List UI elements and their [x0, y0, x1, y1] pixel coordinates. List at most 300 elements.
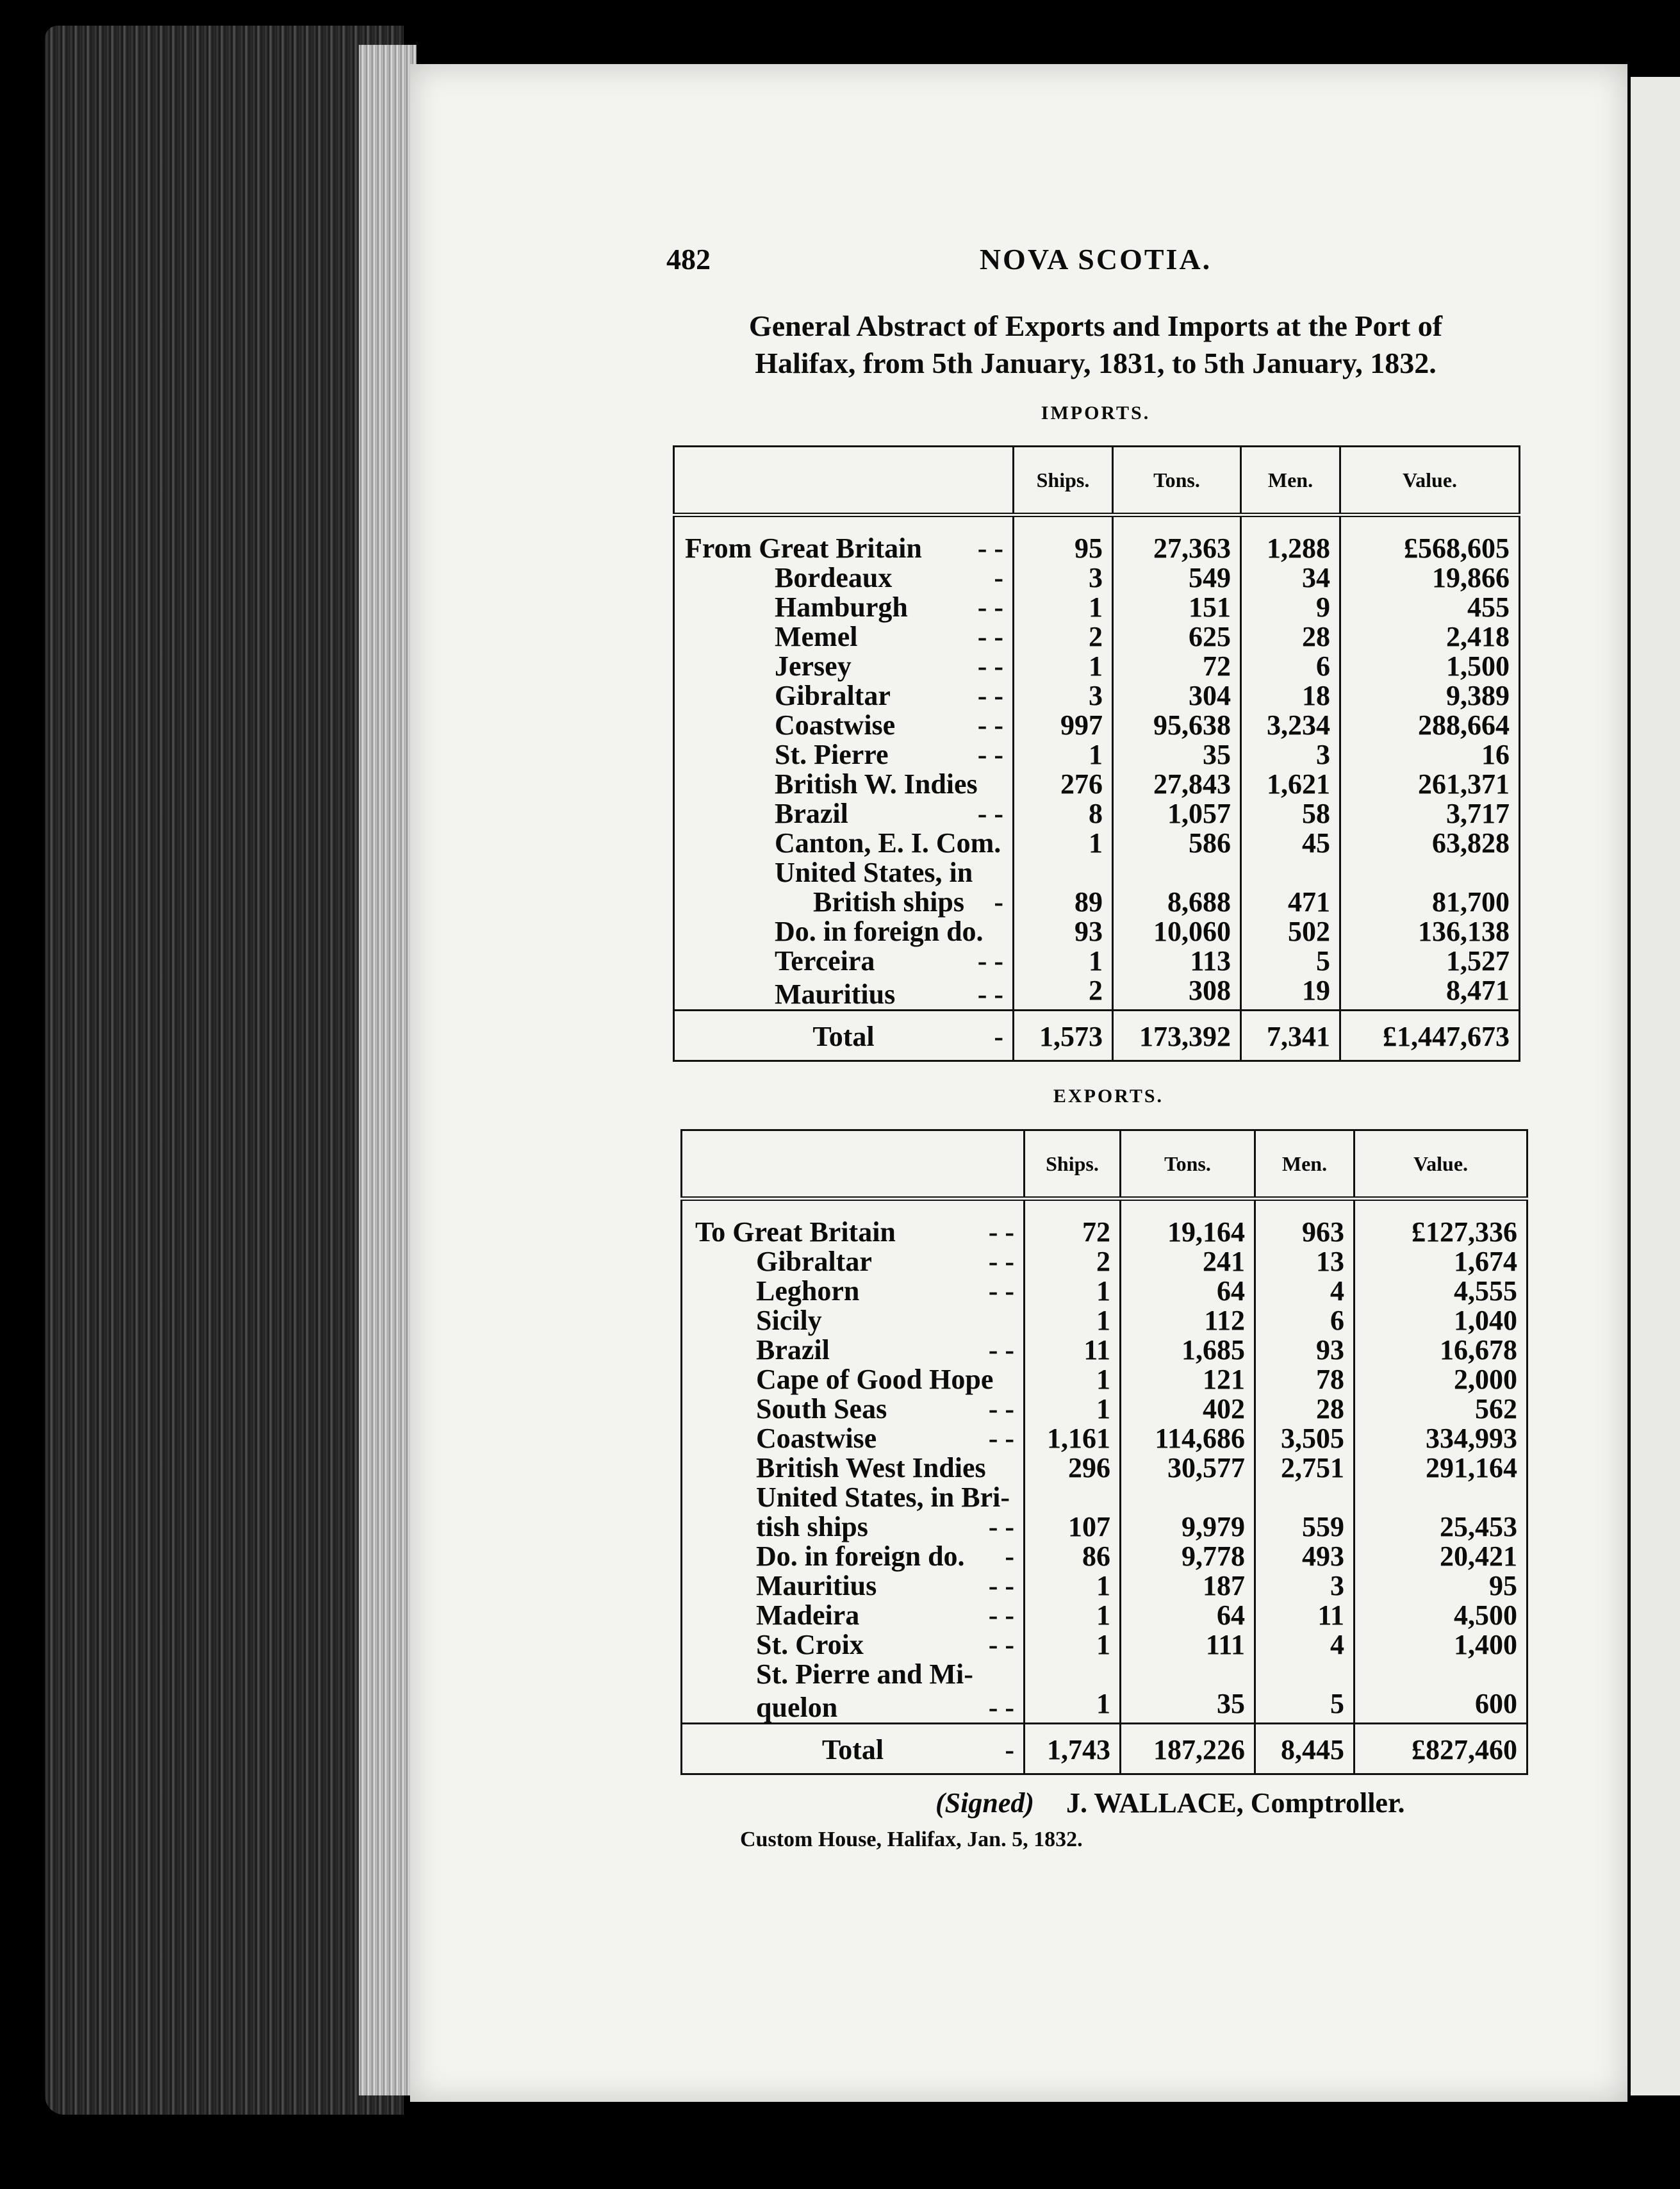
table-row: [682, 1453, 1528, 1483]
table-row: [674, 888, 1520, 917]
cell-tons: 549: [1113, 563, 1241, 593]
page-edges: [359, 45, 416, 2095]
table-row: [682, 1483, 1528, 1512]
leader-dash: - -: [977, 798, 1003, 829]
cell-ships: [1025, 1483, 1121, 1512]
row-label: [674, 799, 1014, 829]
table-row: [682, 1335, 1528, 1365]
cell-value: 1,040: [1355, 1306, 1528, 1335]
cell-tons: 27,363: [1113, 515, 1241, 564]
table-row: [682, 1571, 1528, 1601]
cell-men: 13: [1255, 1247, 1355, 1276]
row-label: [674, 593, 1014, 622]
cell-men: 6: [1241, 652, 1340, 681]
cell-value: 9,389: [1340, 681, 1520, 711]
leader-dash: -: [994, 886, 1003, 918]
cell-value: 1,500: [1340, 652, 1520, 681]
cell-value: 4,555: [1355, 1276, 1528, 1306]
cell-tons: 30,577: [1121, 1453, 1255, 1483]
row-label: [674, 711, 1014, 740]
column-header-value: Value.: [1340, 447, 1520, 515]
imports-heading: IMPORTS.: [1041, 402, 1151, 424]
place-name: Sicily: [756, 1305, 822, 1336]
place-name: Coastwise: [756, 1423, 877, 1454]
table-row: [682, 1512, 1528, 1542]
cell-ships: 1,743: [1025, 1724, 1121, 1774]
imports-body: [674, 515, 1520, 1061]
cell-ships: 3: [1014, 563, 1113, 593]
signatory: J. WALLACE, Comptroller.: [1066, 1787, 1405, 1819]
cell-men: [1241, 858, 1340, 888]
cell-value: £1,447,673: [1340, 1011, 1520, 1061]
leader-dash: -: [1005, 1541, 1014, 1572]
table-row: [674, 652, 1520, 681]
place-name: St. Pierre: [775, 739, 889, 770]
table-row: [682, 1306, 1528, 1335]
leader-dash: - -: [977, 979, 1003, 1010]
cell-tons: 402: [1121, 1394, 1255, 1424]
cell-men: 19: [1241, 976, 1340, 1011]
cell-ships: 8: [1014, 799, 1113, 829]
row-label: [682, 1335, 1025, 1365]
cell-value: 334,993: [1355, 1424, 1528, 1453]
row-label: [682, 1571, 1025, 1601]
cell-value: 8,471: [1340, 976, 1520, 1011]
cell-men: 18: [1241, 681, 1340, 711]
leader-dash: - -: [977, 650, 1003, 682]
place-name: British W. Indies: [775, 768, 978, 800]
exports-heading: EXPORTS.: [1053, 1086, 1164, 1107]
column-header-tons: Tons.: [1113, 447, 1241, 515]
column-header: [674, 447, 1014, 515]
leader-dash: - -: [988, 1275, 1014, 1307]
place-name: Brazil: [756, 1334, 830, 1366]
row-label: [674, 946, 1014, 976]
abstract-title: [660, 308, 1531, 382]
cell-men: 28: [1255, 1394, 1355, 1424]
row-label: [682, 1601, 1025, 1630]
cell-ships: 1: [1014, 946, 1113, 976]
row-label: [674, 858, 1014, 888]
column-header-men: Men.: [1241, 447, 1340, 515]
cell-ships: [1014, 858, 1113, 888]
cell-value: £568,605: [1340, 515, 1520, 564]
page-number: 482: [666, 243, 711, 276]
row-label: [682, 1306, 1025, 1335]
place-name: United States, in Bri-: [756, 1482, 1010, 1513]
cell-tons: 113: [1113, 946, 1241, 976]
place-name: tish ships: [756, 1511, 868, 1542]
cell-value: 1,527: [1340, 946, 1520, 976]
place-name: Coastwise: [775, 709, 896, 741]
cell-tons: 187,226: [1121, 1724, 1255, 1774]
cell-value: 25,453: [1355, 1512, 1528, 1542]
cell-ships: [1025, 1660, 1121, 1689]
title-line-2: Halifax, from 5th January, 1831, to 5th January, 1832.: [755, 347, 1437, 379]
signature-line: [692, 1787, 1525, 1819]
cell-tons: 1,057: [1113, 799, 1241, 829]
place-name: Leghorn: [756, 1275, 860, 1307]
exports-body: [682, 1199, 1528, 1774]
row-label: [682, 1453, 1025, 1483]
cell-ships: 11: [1025, 1335, 1121, 1365]
cell-tons: [1113, 858, 1241, 888]
cell-ships: 1: [1014, 829, 1113, 858]
row-label: [674, 622, 1014, 652]
cell-value: 2,418: [1340, 622, 1520, 652]
cell-tons: 121: [1121, 1365, 1255, 1394]
table-row: [682, 1424, 1528, 1453]
cell-tons: 586: [1113, 829, 1241, 858]
cell-value: 4,500: [1355, 1601, 1528, 1630]
cell-value: 16,678: [1355, 1335, 1528, 1365]
table-row: [682, 1394, 1528, 1424]
cell-value: £827,460: [1355, 1724, 1528, 1774]
row-label: [682, 1689, 1025, 1724]
row-label: [682, 1630, 1025, 1660]
table-row: [674, 515, 1520, 564]
cell-men: 3,234: [1241, 711, 1340, 740]
cell-ships: 3: [1014, 681, 1113, 711]
cell-tons: 151: [1113, 593, 1241, 622]
leader-dash: -: [994, 562, 1003, 593]
cell-tons: 72: [1113, 652, 1241, 681]
cell-ships: 93: [1014, 917, 1113, 946]
cell-men: 2,751: [1255, 1453, 1355, 1483]
cell-tons: 27,843: [1113, 770, 1241, 799]
row-label: [674, 1011, 1014, 1061]
row-label: [674, 563, 1014, 593]
cell-ships: 1,573: [1014, 1011, 1113, 1061]
cell-tons: 112: [1121, 1306, 1255, 1335]
column-header-men: Men.: [1255, 1130, 1355, 1199]
row-label: [682, 1365, 1025, 1394]
cell-value: 288,664: [1340, 711, 1520, 740]
title-line-1: General Abstract of Exports and Imports at the Port of: [748, 310, 1443, 342]
place-name: Terceira: [775, 945, 875, 977]
cell-tons: 8,688: [1113, 888, 1241, 917]
place-name: Do. in foreign do.: [756, 1541, 965, 1572]
row-label: [682, 1724, 1025, 1774]
row-label: [682, 1483, 1025, 1512]
cell-ships: 1,161: [1025, 1424, 1121, 1453]
cell-value: 3,717: [1340, 799, 1520, 829]
table-row: [674, 799, 1520, 829]
table-row: [682, 1630, 1528, 1660]
table-row: [674, 858, 1520, 888]
cell-men: 5: [1241, 946, 1340, 976]
place-name: Hamburgh: [775, 591, 908, 623]
column-header-value: Value.: [1355, 1130, 1528, 1199]
leader-dash: - -: [988, 1393, 1014, 1425]
place-name: Total: [812, 1021, 875, 1052]
row-label: [674, 829, 1014, 858]
place-name: Gibraltar: [775, 680, 891, 711]
cell-value: [1355, 1483, 1528, 1512]
cell-ships: 1: [1025, 1601, 1121, 1630]
row-label: [682, 1660, 1025, 1689]
row-label: [682, 1276, 1025, 1306]
cell-value: 19,866: [1340, 563, 1520, 593]
cell-ships: 86: [1025, 1542, 1121, 1571]
cell-ships: 1: [1025, 1630, 1121, 1660]
place-name: Canton, E. I. Com.: [775, 827, 1001, 859]
place-name: To Great Britain: [695, 1216, 896, 1248]
leader-dash: - -: [988, 1423, 1014, 1454]
row-label: [674, 652, 1014, 681]
cell-men: 4: [1255, 1276, 1355, 1306]
cell-ships: 1: [1014, 652, 1113, 681]
leader-dash: - -: [977, 591, 1003, 623]
cell-tons: 64: [1121, 1276, 1255, 1306]
cell-value: 1,674: [1355, 1247, 1528, 1276]
cell-men: 1,288: [1241, 515, 1340, 564]
cell-ships: 296: [1025, 1453, 1121, 1483]
cell-ships: 1: [1025, 1365, 1121, 1394]
place-name: Brazil: [775, 798, 848, 829]
table-row: [682, 1542, 1528, 1571]
column-header-ships: Ships.: [1014, 447, 1113, 515]
cell-ships: 1: [1025, 1276, 1121, 1306]
cell-ships: 72: [1025, 1199, 1121, 1248]
cell-men: 4: [1255, 1630, 1355, 1660]
row-label: [674, 917, 1014, 946]
cell-tons: 35: [1121, 1689, 1255, 1724]
cell-tons: 1,685: [1121, 1335, 1255, 1365]
cell-men: 3: [1255, 1571, 1355, 1601]
exports-table: [680, 1129, 1528, 1775]
cell-ships: 107: [1025, 1512, 1121, 1542]
leader-dash: - -: [977, 739, 1003, 770]
cell-value: 291,164: [1355, 1453, 1528, 1483]
place-name: Cape of Good Hope: [756, 1364, 994, 1395]
cell-tons: 19,164: [1121, 1199, 1255, 1248]
leader-dash: - -: [977, 533, 1003, 564]
table-row: [682, 1199, 1528, 1248]
leader-dash: -: [1005, 1734, 1014, 1765]
place-name: From Great Britain: [685, 533, 922, 564]
cell-value: 455: [1340, 593, 1520, 622]
leader-dash: - -: [988, 1570, 1014, 1601]
table-row: [674, 711, 1520, 740]
cell-value: [1355, 1660, 1528, 1689]
table-row: [674, 563, 1520, 593]
cell-ships: 2: [1014, 976, 1113, 1011]
table-row: [674, 681, 1520, 711]
cell-tons: 64: [1121, 1601, 1255, 1630]
cell-men: 1,621: [1241, 770, 1340, 799]
row-label: [674, 681, 1014, 711]
cell-tons: 10,060: [1113, 917, 1241, 946]
place-name: quelon: [756, 1692, 838, 1723]
column-header: [682, 1130, 1025, 1199]
cell-ships: 1: [1025, 1306, 1121, 1335]
table-row: [674, 917, 1520, 946]
cell-tons: 95,638: [1113, 711, 1241, 740]
cell-men: 502: [1241, 917, 1340, 946]
place-name: Total: [821, 1734, 884, 1765]
cell-ships: 2: [1014, 622, 1113, 652]
place-date: Custom House, Halifax, Jan. 5, 1832.: [740, 1828, 1083, 1851]
row-label: [674, 515, 1014, 564]
cell-men: 11: [1255, 1601, 1355, 1630]
running-header: [666, 242, 1525, 287]
leader-dash: - -: [988, 1334, 1014, 1366]
cell-tons: 9,979: [1121, 1512, 1255, 1542]
place-name: British ships: [813, 886, 964, 918]
cell-men: 7,341: [1241, 1011, 1340, 1061]
cell-tons: 35: [1113, 740, 1241, 770]
place-name: Mauritius: [775, 979, 896, 1010]
cell-value: 95: [1355, 1571, 1528, 1601]
place-name: British West Indies: [756, 1452, 986, 1483]
cell-value: 16: [1340, 740, 1520, 770]
column-header-tons: Tons.: [1121, 1130, 1255, 1199]
cell-men: 58: [1241, 799, 1340, 829]
cell-value: 261,371: [1340, 770, 1520, 799]
cell-value: 2,000: [1355, 1365, 1528, 1394]
imports-total-row: [674, 1011, 1520, 1061]
row-label: [674, 740, 1014, 770]
row-label: [682, 1424, 1025, 1453]
column-header-ships: Ships.: [1025, 1130, 1121, 1199]
leader-dash: - -: [977, 709, 1003, 741]
place-name: Gibraltar: [756, 1246, 872, 1277]
cell-men: 78: [1255, 1365, 1355, 1394]
cell-ships: 1: [1014, 740, 1113, 770]
cell-ships: 2: [1025, 1247, 1121, 1276]
place-name: St. Croix: [756, 1629, 864, 1660]
cell-men: 3,505: [1255, 1424, 1355, 1453]
row-label: [674, 888, 1014, 917]
place-name: Mauritius: [756, 1570, 877, 1601]
facing-page-edge: [1631, 77, 1680, 2095]
table-row: [674, 976, 1520, 1011]
table-row: [682, 1276, 1528, 1306]
cell-value: 600: [1355, 1689, 1528, 1724]
row-label: [674, 770, 1014, 799]
cell-value: 81,700: [1340, 888, 1520, 917]
table-row: [682, 1365, 1528, 1394]
cell-ships: 1: [1025, 1394, 1121, 1424]
table-row: [674, 622, 1520, 652]
cell-men: 493: [1255, 1542, 1355, 1571]
table-row: [682, 1689, 1528, 1724]
cell-men: [1255, 1660, 1355, 1689]
cell-tons: 308: [1113, 976, 1241, 1011]
leader-dash: - -: [988, 1629, 1014, 1660]
cell-value: 1,400: [1355, 1630, 1528, 1660]
cell-men: 34: [1241, 563, 1340, 593]
cell-tons: 304: [1113, 681, 1241, 711]
cell-tons: 111: [1121, 1630, 1255, 1660]
place-name: Bordeaux: [775, 562, 893, 593]
cell-tons: 241: [1121, 1247, 1255, 1276]
table-row: [682, 1601, 1528, 1630]
cell-men: 5: [1255, 1689, 1355, 1724]
cell-ships: 95: [1014, 515, 1113, 564]
imports-header-row: [674, 447, 1520, 515]
cell-ships: 89: [1014, 888, 1113, 917]
row-label: [682, 1542, 1025, 1571]
cell-tons: [1121, 1483, 1255, 1512]
table-row: [674, 946, 1520, 976]
running-title: NOVA SCOTIA.: [979, 243, 1212, 276]
leader-dash: - -: [988, 1246, 1014, 1277]
exports-header-row: [682, 1130, 1528, 1199]
row-label: [682, 1247, 1025, 1276]
place-name: Do. in foreign do.: [775, 916, 984, 947]
exports-total-row: [682, 1724, 1528, 1774]
cell-men: 471: [1241, 888, 1340, 917]
cell-ships: 276: [1014, 770, 1113, 799]
leader-dash: - -: [988, 1511, 1014, 1542]
cell-value: 20,421: [1355, 1542, 1528, 1571]
leader-dash: -: [994, 1021, 1003, 1052]
place-name: St. Pierre and Mi-: [756, 1658, 973, 1690]
place-name: Memel: [775, 621, 858, 652]
cell-value: 63,828: [1340, 829, 1520, 858]
cell-value: 562: [1355, 1394, 1528, 1424]
row-label: [682, 1199, 1025, 1248]
table-row: [674, 770, 1520, 799]
book-spine: [45, 26, 404, 2115]
table-row: [674, 593, 1520, 622]
cell-men: 9: [1241, 593, 1340, 622]
leader-dash: - -: [988, 1599, 1014, 1631]
cell-value: £127,336: [1355, 1199, 1528, 1248]
table-row: [674, 829, 1520, 858]
cell-tons: 625: [1113, 622, 1241, 652]
table-row: [674, 740, 1520, 770]
row-label: [682, 1394, 1025, 1424]
cell-ships: 1: [1025, 1571, 1121, 1601]
cell-tons: 187: [1121, 1571, 1255, 1601]
place-name: United States, in: [775, 857, 973, 888]
cell-men: 6: [1255, 1306, 1355, 1335]
cell-men: 93: [1255, 1335, 1355, 1365]
cell-men: [1255, 1483, 1355, 1512]
row-label: [674, 976, 1014, 1011]
cell-tons: 173,392: [1113, 1011, 1241, 1061]
cell-tons: 9,778: [1121, 1542, 1255, 1571]
cell-value: 136,138: [1340, 917, 1520, 946]
leader-dash: - -: [988, 1216, 1014, 1248]
cell-tons: [1121, 1660, 1255, 1689]
cell-men: 963: [1255, 1199, 1355, 1248]
cell-ships: 997: [1014, 711, 1113, 740]
leader-dash: - -: [977, 680, 1003, 711]
place-name: South Seas: [756, 1393, 887, 1425]
cell-ships: 1: [1014, 593, 1113, 622]
cell-men: 3: [1241, 740, 1340, 770]
cell-tons: 114,686: [1121, 1424, 1255, 1453]
cell-ships: 1: [1025, 1689, 1121, 1724]
leader-dash: - -: [988, 1692, 1014, 1723]
cell-men: 28: [1241, 622, 1340, 652]
signed-mark: (Signed): [935, 1787, 1034, 1819]
imports-table: [673, 445, 1520, 1062]
leader-dash: - -: [977, 945, 1003, 977]
cell-men: 8,445: [1255, 1724, 1355, 1774]
place-name: Jersey: [775, 650, 852, 682]
leader-dash: - -: [977, 621, 1003, 652]
place-name: Madeira: [756, 1599, 860, 1631]
table-row: [682, 1247, 1528, 1276]
cell-men: 559: [1255, 1512, 1355, 1542]
cell-men: 45: [1241, 829, 1340, 858]
cell-value: [1340, 858, 1520, 888]
